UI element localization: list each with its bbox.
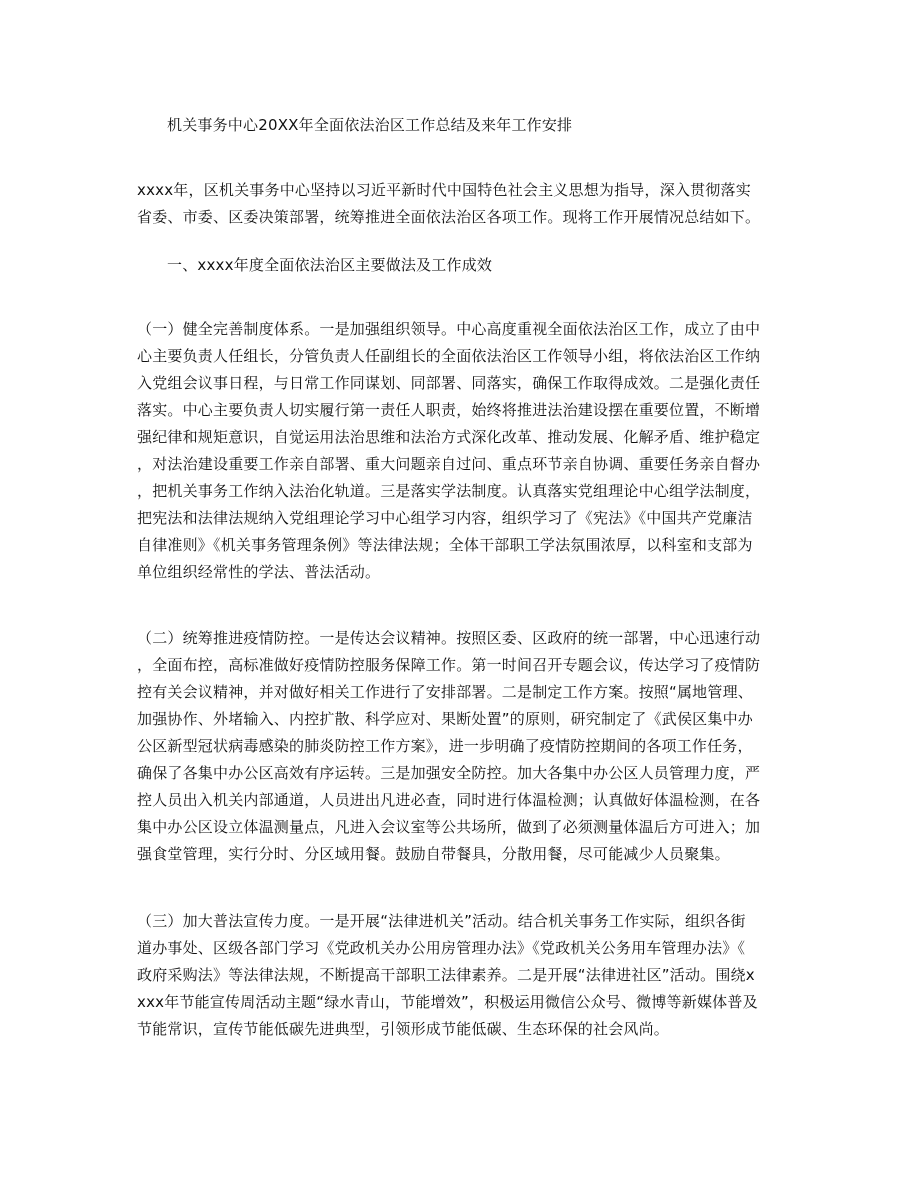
paragraph-line: （三）加大普法宣传力度。一是开展“法律进机关”活动。结合机关事务工作实际，组织各街	[137, 912, 746, 930]
section-heading: 一、xxxx年度全面依法治区主要做法及工作成效	[167, 256, 493, 274]
paragraph-line: 自律准则》《机关事务管理条例》等法律法规；全体干部职工学法氛围浓厚，以科室和支部为	[137, 536, 753, 554]
paragraph-line: 集中办公区设立体温测量点，凡进入会议室等公共场所，做到了必须测量体温后方可进入；加	[137, 818, 761, 836]
paragraph-line: ，把机关事务工作纳入法治化轨道。三是落实学法制度。认真落实党组理论中心组学法制度，	[137, 482, 761, 500]
paragraph-line: 节能常识，宣传节能低碳先进典型，引领形成节能低碳、生态环保的社会风尚。	[137, 1020, 670, 1038]
intro-line: 省委、市委、区委决策部署，统筹推进全面依法治区各项工作。现将工作开展情况总结如下。	[137, 208, 761, 226]
paragraph-line: 强纪律和规矩意识，自觉运用法治思维和法治方式深化改革、推动发展、化解矛盾、维护稳定	[137, 428, 761, 446]
paragraph-line: 确保了各集中办公区高效有序运转。三是加强安全防控。加大各集中办公区人员管理力度，严	[137, 764, 761, 782]
paragraph-line: （一）健全完善制度体系。一是加强组织领导。中心高度重视全面依法治区工作，成立了由中	[137, 320, 761, 338]
intro-line: xxxx年，区机关事务中心坚持以习近平新时代中国特色社会主义思想为指导，深入贯彻落实	[137, 181, 751, 199]
paragraph-line: xxx年节能宣传周活动主题“绿水青山，节能增效”，积极运用微信公众号、微博等新媒体普及	[137, 993, 758, 1011]
paragraph-line: 入党组会议事日程，与日常工作同谋划、同部署、同落实，确保工作取得成效。二是强化责任	[137, 374, 761, 392]
document-title: 机关事务中心20XX年全面依法治区工作总结及来年工作安排	[167, 116, 573, 134]
paragraph-line: 心主要负责人任组长，分管负责人任副组长的全面依法治区工作领导小组，将依法治区工作纳	[137, 347, 761, 365]
paragraph-line: 加强协作、外堵输入、内控扩散、科学应对、果断处置”的原则，研究制定了《武侯区集中办	[137, 710, 753, 728]
paragraph-line: 控人员出入机关内部通道，人员进出凡进必查，同时进行体温检测；认真做好体温检测，在各	[137, 791, 761, 809]
paragraph-line: 政府采购法》等法律法规，不断提高干部职工法律素养。二是开展“法律进社区”活动。围绕x	[137, 966, 755, 984]
paragraph-line: 落实。中心主要负责人切实履行第一责任人职责，始终将推进法治建设摆在重要位置，不断增	[137, 401, 761, 419]
paragraph-line: ，全面布控，高标准做好疫情防控服务保障工作。第一时间召开专题会议，传达学习了疫情防	[137, 656, 761, 674]
paragraph-line: 把宪法和法律法规纳入党组理论学习中心组学习内容，组织学习了《宪法》《中国共产党廉洁	[137, 509, 753, 527]
paragraph-line: （二）统筹推进疫情防控。一是传达会议精神。按照区委、区政府的统一部署，中心迅速行动	[137, 629, 761, 647]
paragraph-line: ，对法治建设重要工作亲自部署、重大问题亲自过问、重点环节亲自协调、重要任务亲自督办	[137, 455, 761, 473]
paragraph-line: 道办事处、区级各部门学习《党政机关办公用房管理办法》《党政机关公务用车管理办法》《	[137, 939, 746, 957]
paragraph-line: 控有关会议精神，并对做好相关工作进行了安排部署。二是制定工作方案。按照“属地管理、	[137, 683, 753, 701]
paragraph-line: 强食堂管理，实行分时、分区域用餐。鼓励自带餐具，分散用餐，尽可能减少人员聚集。	[137, 845, 730, 863]
paragraph-line: 公区新型冠状病毒感染的肺炎防控工作方案》，进一步明确了疫情防控期间的各项工作任务，	[137, 737, 753, 755]
paragraph-line: 单位组织经常性的学法、普法活动。	[137, 563, 381, 581]
